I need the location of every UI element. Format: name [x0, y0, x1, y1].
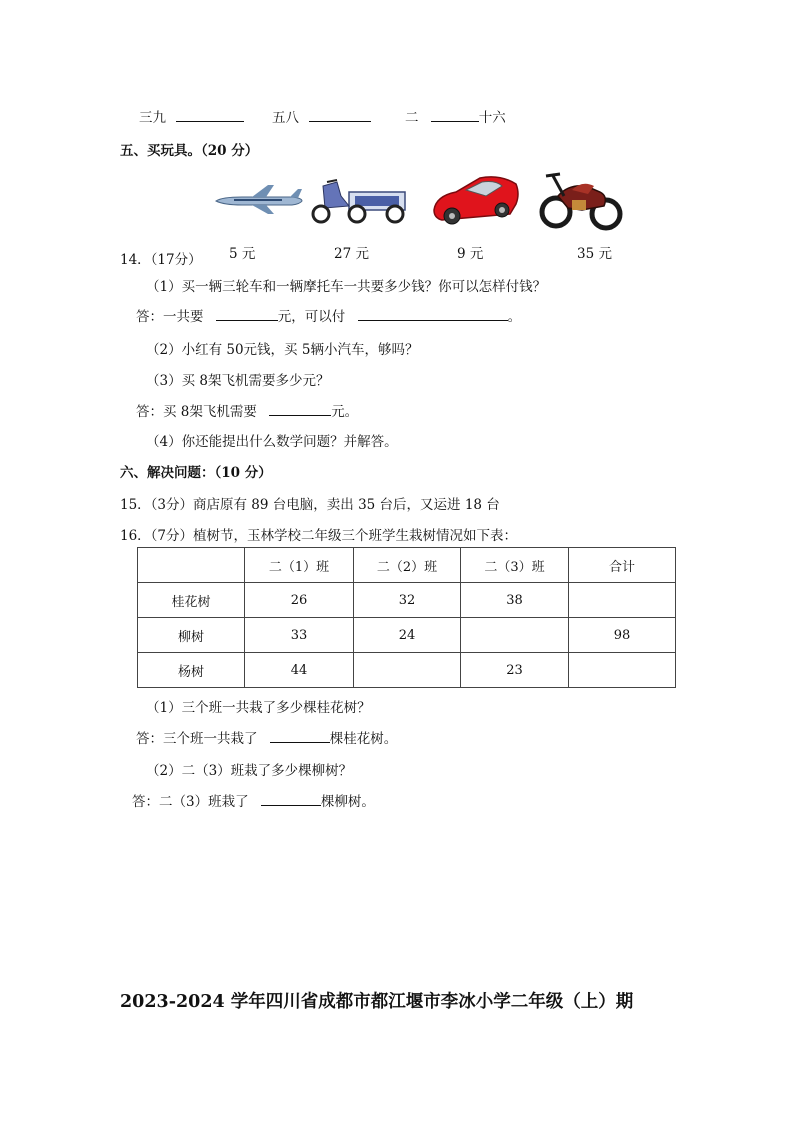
toy-price-tricycle: 27 元 — [334, 246, 369, 262]
table-row — [138, 583, 676, 618]
next-page-title: 2023-2024 学年四川省成都市都江堰市李冰小学二年级（上）期 — [120, 992, 634, 1012]
table-cell: 33 — [245, 618, 354, 653]
race-car-icon — [430, 170, 522, 228]
answer-blank[interactable] — [270, 728, 330, 743]
toy-price-airplane: 5 元 — [229, 246, 256, 262]
toy-price-motorcycle: 35 元 — [577, 246, 612, 262]
table-header-cell: 二（1）班 — [245, 548, 354, 583]
table-cell[interactable] — [569, 583, 676, 618]
table-header-cell: 合计 — [569, 548, 676, 583]
question-16-2: （2）二（3）班栽了多少棵柳树？ — [146, 763, 353, 779]
section-5-heading: 五、买玩具。（20 分） — [120, 143, 259, 159]
motorcycle-icon — [538, 166, 624, 232]
table-row — [138, 618, 676, 653]
table-cell: 38 — [461, 583, 569, 618]
top-row-item-3: 二 十六 — [405, 106, 506, 126]
table-cell: 44 — [245, 653, 354, 688]
table-header-row — [138, 548, 676, 583]
table-header-cell: 二（3）班 — [461, 548, 569, 583]
question-14-4: （4）你还能提出什么数学问题？并解答。 — [146, 434, 398, 450]
answer-blank[interactable] — [176, 107, 244, 122]
answer-blank[interactable] — [216, 306, 278, 321]
table-cell: 柳树 — [138, 618, 245, 653]
question-16: 16．（7分）植树节，玉林学校二年级三个班学生栽树情况如下表： — [120, 528, 518, 544]
table-header-cell: 二（2）班 — [354, 548, 461, 583]
airplane-icon — [212, 183, 304, 215]
table-header-cell — [138, 548, 245, 583]
table-cell[interactable] — [461, 618, 569, 653]
question-14-3: （3）买 8架飞机需要多少元？ — [146, 373, 330, 389]
answer-16-2: 答：二（3）班栽了 棵柳树。 — [132, 790, 375, 810]
table-cell: 桂花树 — [138, 583, 245, 618]
tree-planting-table — [137, 547, 676, 688]
answer-blank[interactable] — [269, 401, 331, 416]
top-row-item-1: 三九 — [139, 106, 244, 126]
answer-blank[interactable] — [431, 107, 479, 122]
answer-blank[interactable] — [358, 306, 508, 321]
table-cell[interactable] — [569, 653, 676, 688]
answer-14-3: 答：买 8架飞机需要 元。 — [136, 400, 358, 420]
table-row — [138, 653, 676, 688]
question-16-1: （1）三个班一共栽了多少棵桂花树？ — [146, 700, 371, 716]
question-14-2: （2）小红有 50元钱，买 5辆小汽车，够吗？ — [146, 342, 419, 358]
section-6-heading: 六、解决问题：（10 分） — [120, 465, 272, 481]
table-cell: 98 — [569, 618, 676, 653]
answer-blank[interactable] — [261, 791, 321, 806]
table-cell: 32 — [354, 583, 461, 618]
answer-16-1: 答：三个班一共栽了 棵桂花树。 — [136, 727, 397, 747]
table-cell[interactable] — [354, 653, 461, 688]
answer-blank[interactable] — [309, 107, 371, 122]
top-row-item-2: 五八 — [272, 106, 371, 126]
toy-price-race-car: 9 元 — [457, 246, 484, 262]
table-cell: 24 — [354, 618, 461, 653]
tricycle-icon — [305, 176, 409, 224]
question-15: 15．（3分）商店原有 89 台电脑，卖出 35 台后，又运进 18 台 — [120, 497, 500, 513]
answer-14-1: 答：一共要 元，可以付 。 — [136, 305, 521, 325]
question-14-1: （1）买一辆三轮车和一辆摩托车一共要多少钱？你可以怎样付钱？ — [146, 279, 547, 295]
question-14: 14．（17分） — [120, 252, 202, 268]
table-cell: 23 — [461, 653, 569, 688]
table-cell: 杨树 — [138, 653, 245, 688]
table-cell: 26 — [245, 583, 354, 618]
